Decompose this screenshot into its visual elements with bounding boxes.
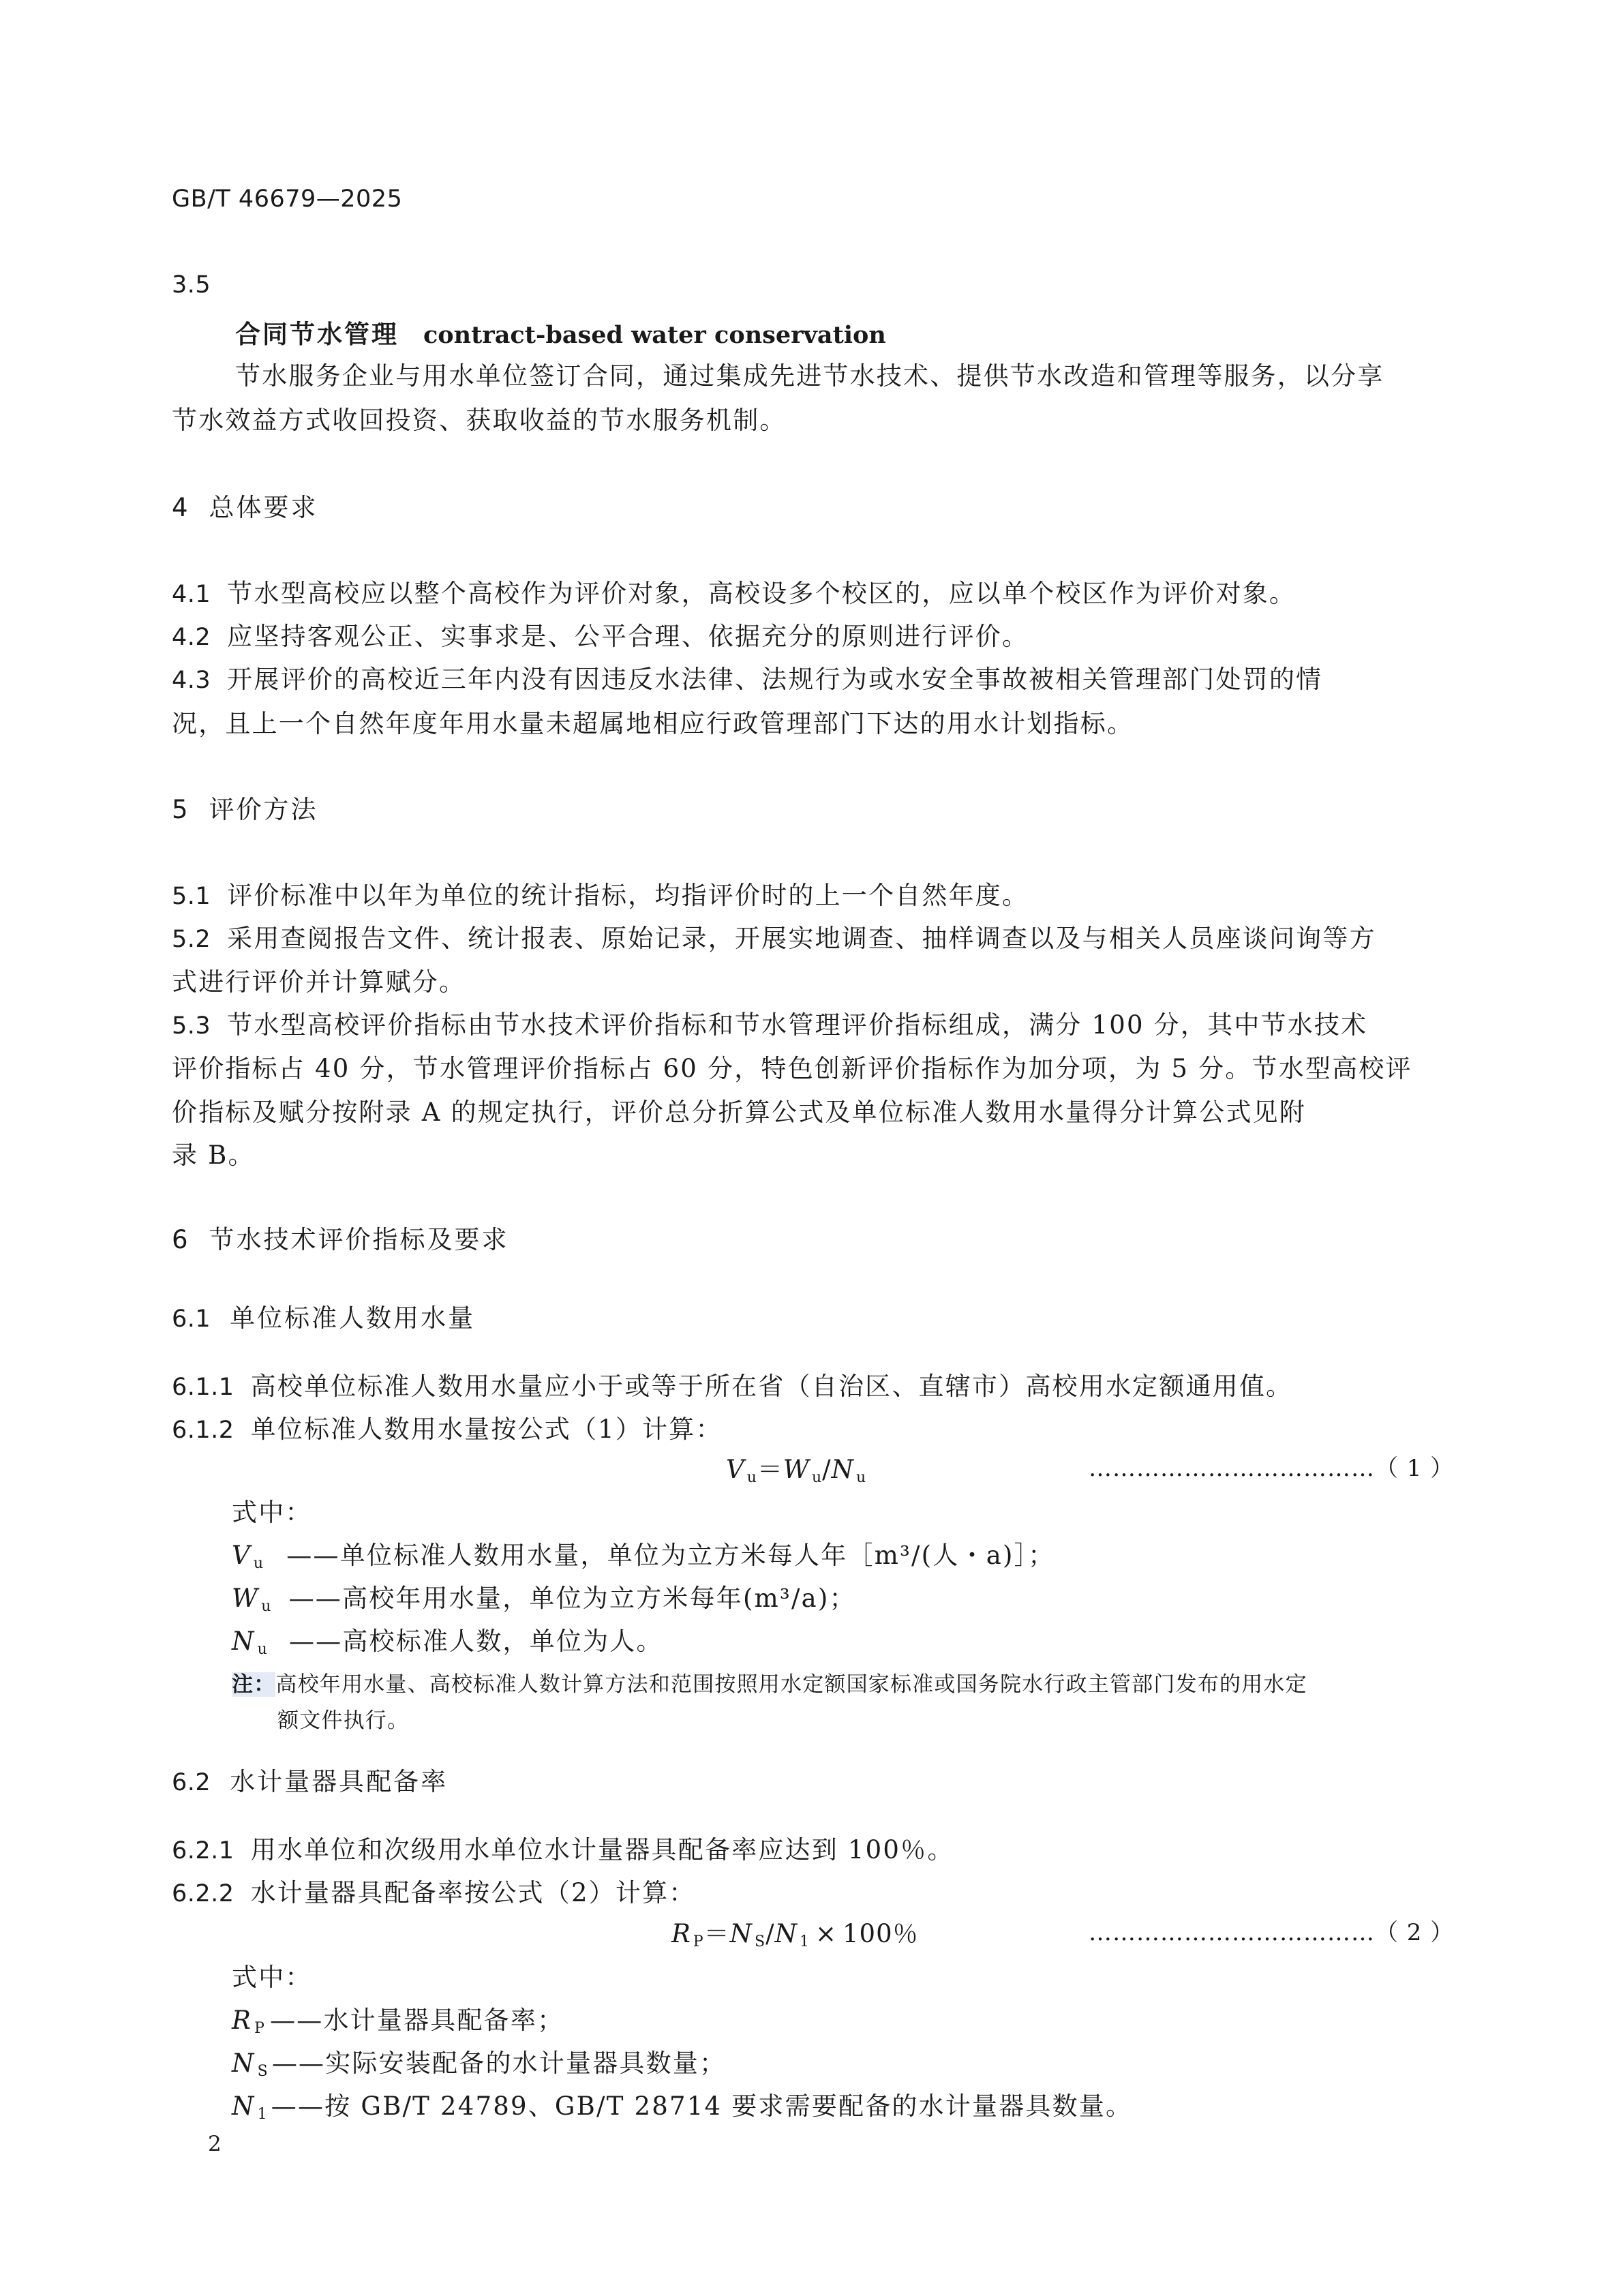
clause-4-3-cont: 况，且上一个自然年度年用水量未超属地相应行政管理部门下达的用水计划指标。 — [172, 709, 1134, 738]
formula-1-leader: ………………………………（ 1 ） — [1089, 1455, 1455, 1482]
section-heading: 6 节水技术评价指标及要求 — [172, 1225, 509, 1254]
note: 注：高校年用水量、高校标准人数计算方法和范围按照用水定额国家标准或国务院水行政主管部门发布的用水定 — [232, 1672, 1307, 1697]
clause-4-2: 4.2 应坚持客观公正、实事求是、公平合理、依据充分的原则进行评价。 — [172, 622, 1029, 651]
term-definition-line: 节水效益方式收回投资、获取收益的节水服务机制。 — [172, 406, 787, 435]
clause-6-1-1: 6.1.1 高校单位标准人数用水量应小于或等于所在省（自治区、直辖市）高校用水定额通用值。 — [172, 1372, 1293, 1401]
clause-6-2-2: 6.2.2 水计量器具配备率按公式（2）计算： — [172, 1878, 696, 1907]
section-heading: 4 总体要求 — [172, 493, 318, 522]
clause-5-3: 5.3 节水型高校评价指标由节水技术评价指标和节水管理评价指标组成，满分 100 分，其中节水技术 — [172, 1010, 1368, 1040]
variable-definition: V $_u$ ——单位标准人数用水量，单位为立方米每人年［m³/(人・a)］； — [232, 1541, 1055, 1572]
clause-4-3: 4.3 开展评价的高校近三年内没有因违反水法律、法规行为或水安全事故被相关管理部门处罚的情 — [172, 665, 1323, 694]
formula-2: R $_P$＝N $_S$/N $_1$ × 100％ — [671, 1919, 919, 1950]
variable-definition: N $_u$ ——高校标准人数，单位为人。 — [232, 1627, 663, 1658]
variable-definition: W $_u$ ——高校年用水量，单位为立方米每年(m³/a)； — [232, 1584, 856, 1615]
clause-4-1: 4.1 节水型高校应以整个高校作为评价对象，高校设多个校区的，应以单个校区作为评价对象。 — [172, 579, 1296, 608]
clause-5-3-cont: 价指标及赋分按附录 A 的规定执行，评价总分折算公式及单位标准人数用水量得分计算公式见附 — [172, 1098, 1307, 1127]
where-label: 式中： — [232, 1963, 312, 1992]
variable-definition: R $_P$ ——水计量器具配备率； — [232, 2006, 564, 2037]
subsection-heading: 6.2 水计量器具配备率 — [172, 1767, 449, 1796]
formula-2-leader: ………………………………（ 2 ） — [1089, 1919, 1455, 1946]
term-number: 3.5 — [172, 271, 211, 299]
variable-definition: N $_1$ ——按 GB/T 24789、GB/T 28714 要求需要配备的水计量器具数量。 — [232, 2091, 1133, 2123]
term-title-en: contract-based water conservation — [423, 321, 886, 349]
clause-6-1-2: 6.1.2 单位标准人数用水量按公式（1）计算： — [172, 1415, 723, 1444]
where-label: 式中： — [232, 1498, 312, 1527]
term-definition-line: 节水服务企业与用水单位签订合同，通过集成先进节水技术、提供节水改造和管理等服务，以分享 — [235, 361, 1384, 391]
clause-5-1: 5.1 评价标准中以年为单位的统计指标，均指评价时的上一个自然年度。 — [172, 881, 1029, 910]
clause-5-3-cont: 录 B。 — [172, 1141, 255, 1170]
term-title — [235, 314, 886, 350]
formula-1: V $_u$＝W $_u$/N $_u$ — [726, 1455, 867, 1486]
term-title-zh: 合同节水管理 — [235, 320, 399, 349]
subsection-heading: 6.1 单位标准人数用水量 — [172, 1303, 476, 1333]
variable-definition: N $_S$ ——实际安装配备的水计量器具数量； — [232, 2049, 727, 2080]
clause-5-2: 5.2 采用查阅报告文件、统计报表、原始记录，开展实地调查、抽样调查以及与相关人员座谈问询等方 — [172, 924, 1376, 953]
clause-5-2-cont: 式进行评价并计算赋分。 — [172, 967, 466, 997]
clause-5-3-cont: 评价指标占 40 分，节水管理评价指标占 60 分，特色创新评价指标作为加分项，为 5 分。节水型高校评 — [172, 1054, 1412, 1083]
clause-6-2-1: 6.2.1 用水单位和次级用水单位水计量器具配备率应达到 100％。 — [172, 1835, 954, 1864]
note-label: 注： — [232, 1672, 276, 1697]
note-cont: 额文件执行。 — [277, 1708, 410, 1733]
standard-number: GB/T 46679—2025 — [172, 185, 403, 213]
section-heading: 5 评价方法 — [172, 795, 318, 824]
page-number: 2 — [208, 2132, 222, 2156]
